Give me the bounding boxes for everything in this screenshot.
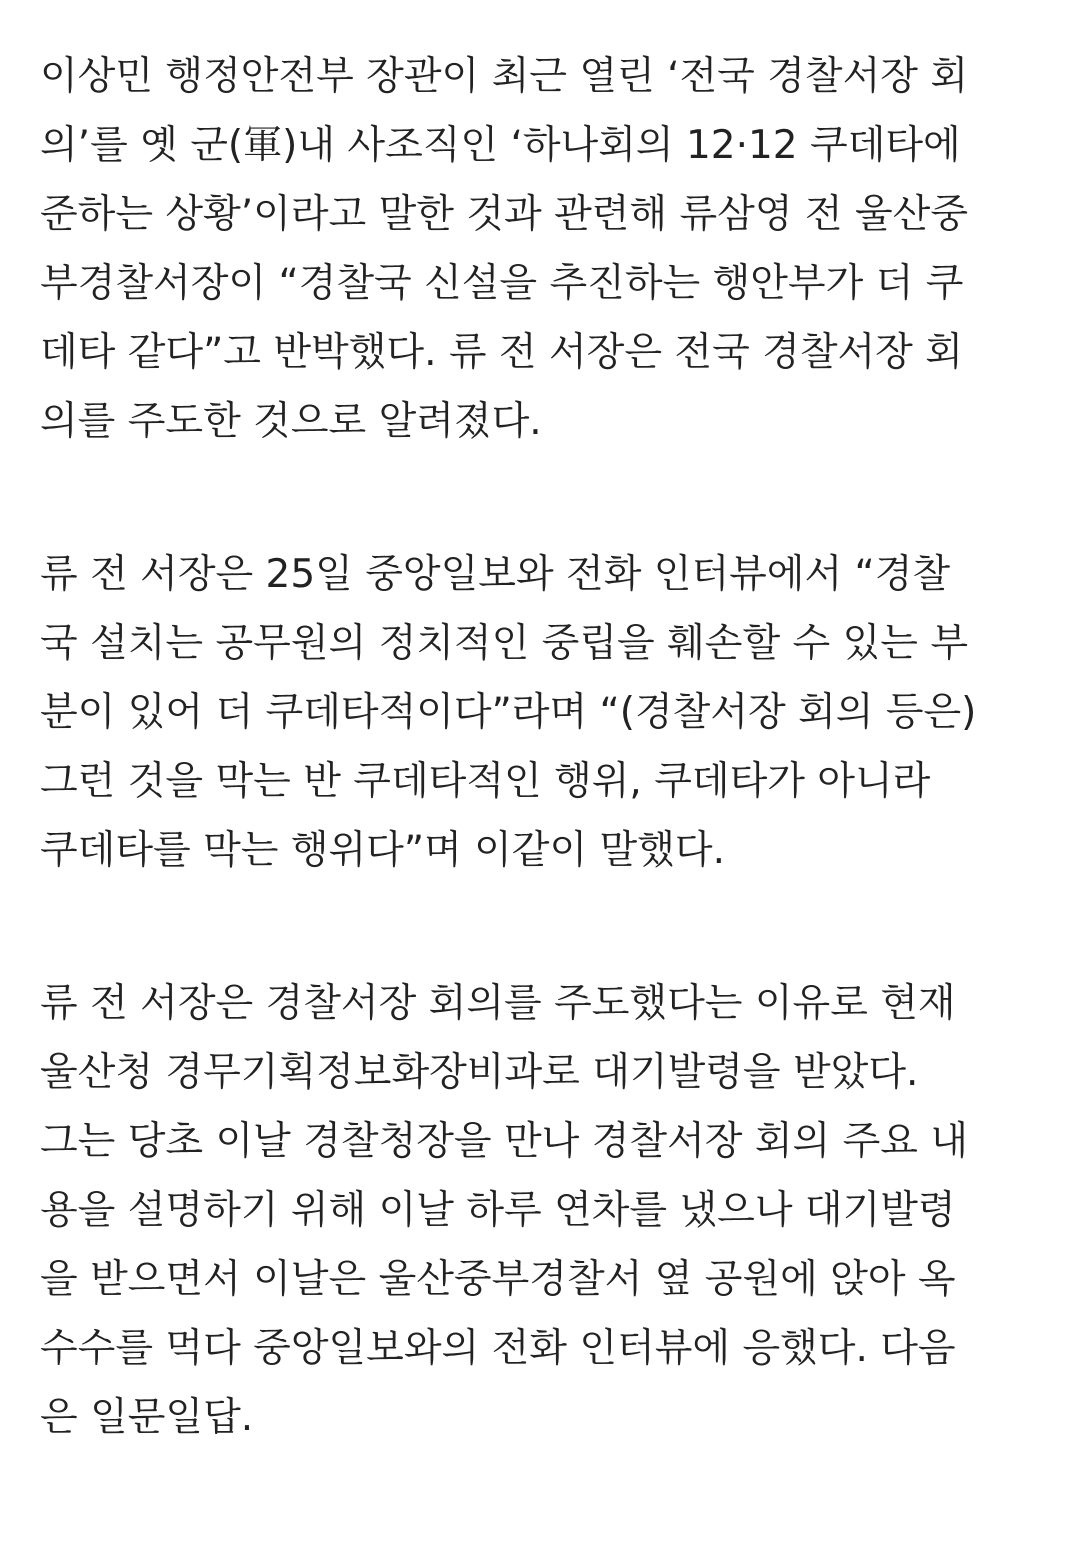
paragraph-line: 국 설치는 공무원의 정치적인 중립을 훼손할 수 있는 부 [40,621,969,666]
paragraph-line: 그런 것을 막는 반 쿠데타적인 행위, 쿠데타가 아니라 [40,759,931,804]
paragraph-line: 부경찰서장이 “경찰국 신설을 추진하는 행안부가 더 쿠 [40,261,964,306]
paragraph-2 [40,540,1040,885]
paragraph-line: 울산청 경무기획정보화장비과로 대기발령을 받았다. [40,1050,919,1095]
paragraph-line: 수수를 먹다 중앙일보와의 전화 인터뷰에 응했다. 다음 [40,1326,956,1371]
paragraph-line: 류 전 서장은 경찰서장 회의를 주도했다는 이유로 현재 [40,981,956,1026]
paragraph-line: 이상민 행정안전부 장관이 최근 열린 ‘전국 경찰서장 회 [40,54,969,99]
paragraph-line: 준하는 상황’이라고 말한 것과 관련해 류삼영 전 울산중 [40,192,969,237]
paragraph-line: 용을 설명하기 위해 이날 하루 연차를 냈으나 대기발령 [40,1188,956,1233]
paragraph-line: 류 전 서장은 25일 중앙일보와 전화 인터뷰에서 “경찰 [40,552,951,597]
paragraph-line: 데타 같다”고 반박했다. 류 전 서장은 전국 경찰서장 회 [40,330,963,375]
paragraph-line: 쿠데타를 막는 행위다”며 이같이 말했다. [40,828,725,873]
paragraph-line: 그는 당초 이날 경찰청장을 만나 경찰서장 회의 주요 내 [40,1119,969,1164]
paragraph-line: 분이 있어 더 쿠데타적이다”라며 “(경찰서장 회의 등은) [40,690,977,735]
paragraph-line: 의를 주도한 것으로 알려졌다. [40,399,542,444]
paragraph-line: 의’를 옛 군(軍)내 사조직인 ‘하나회의 12·12 쿠데타에 [40,123,961,168]
paragraph-line: 을 받으면서 이날은 울산중부경찰서 옆 공원에 앉아 옥 [40,1257,956,1302]
paragraph-line: 은 일문일답. [40,1395,254,1440]
paragraph-3 [40,969,1040,1452]
paragraph-1 [40,42,1040,456]
